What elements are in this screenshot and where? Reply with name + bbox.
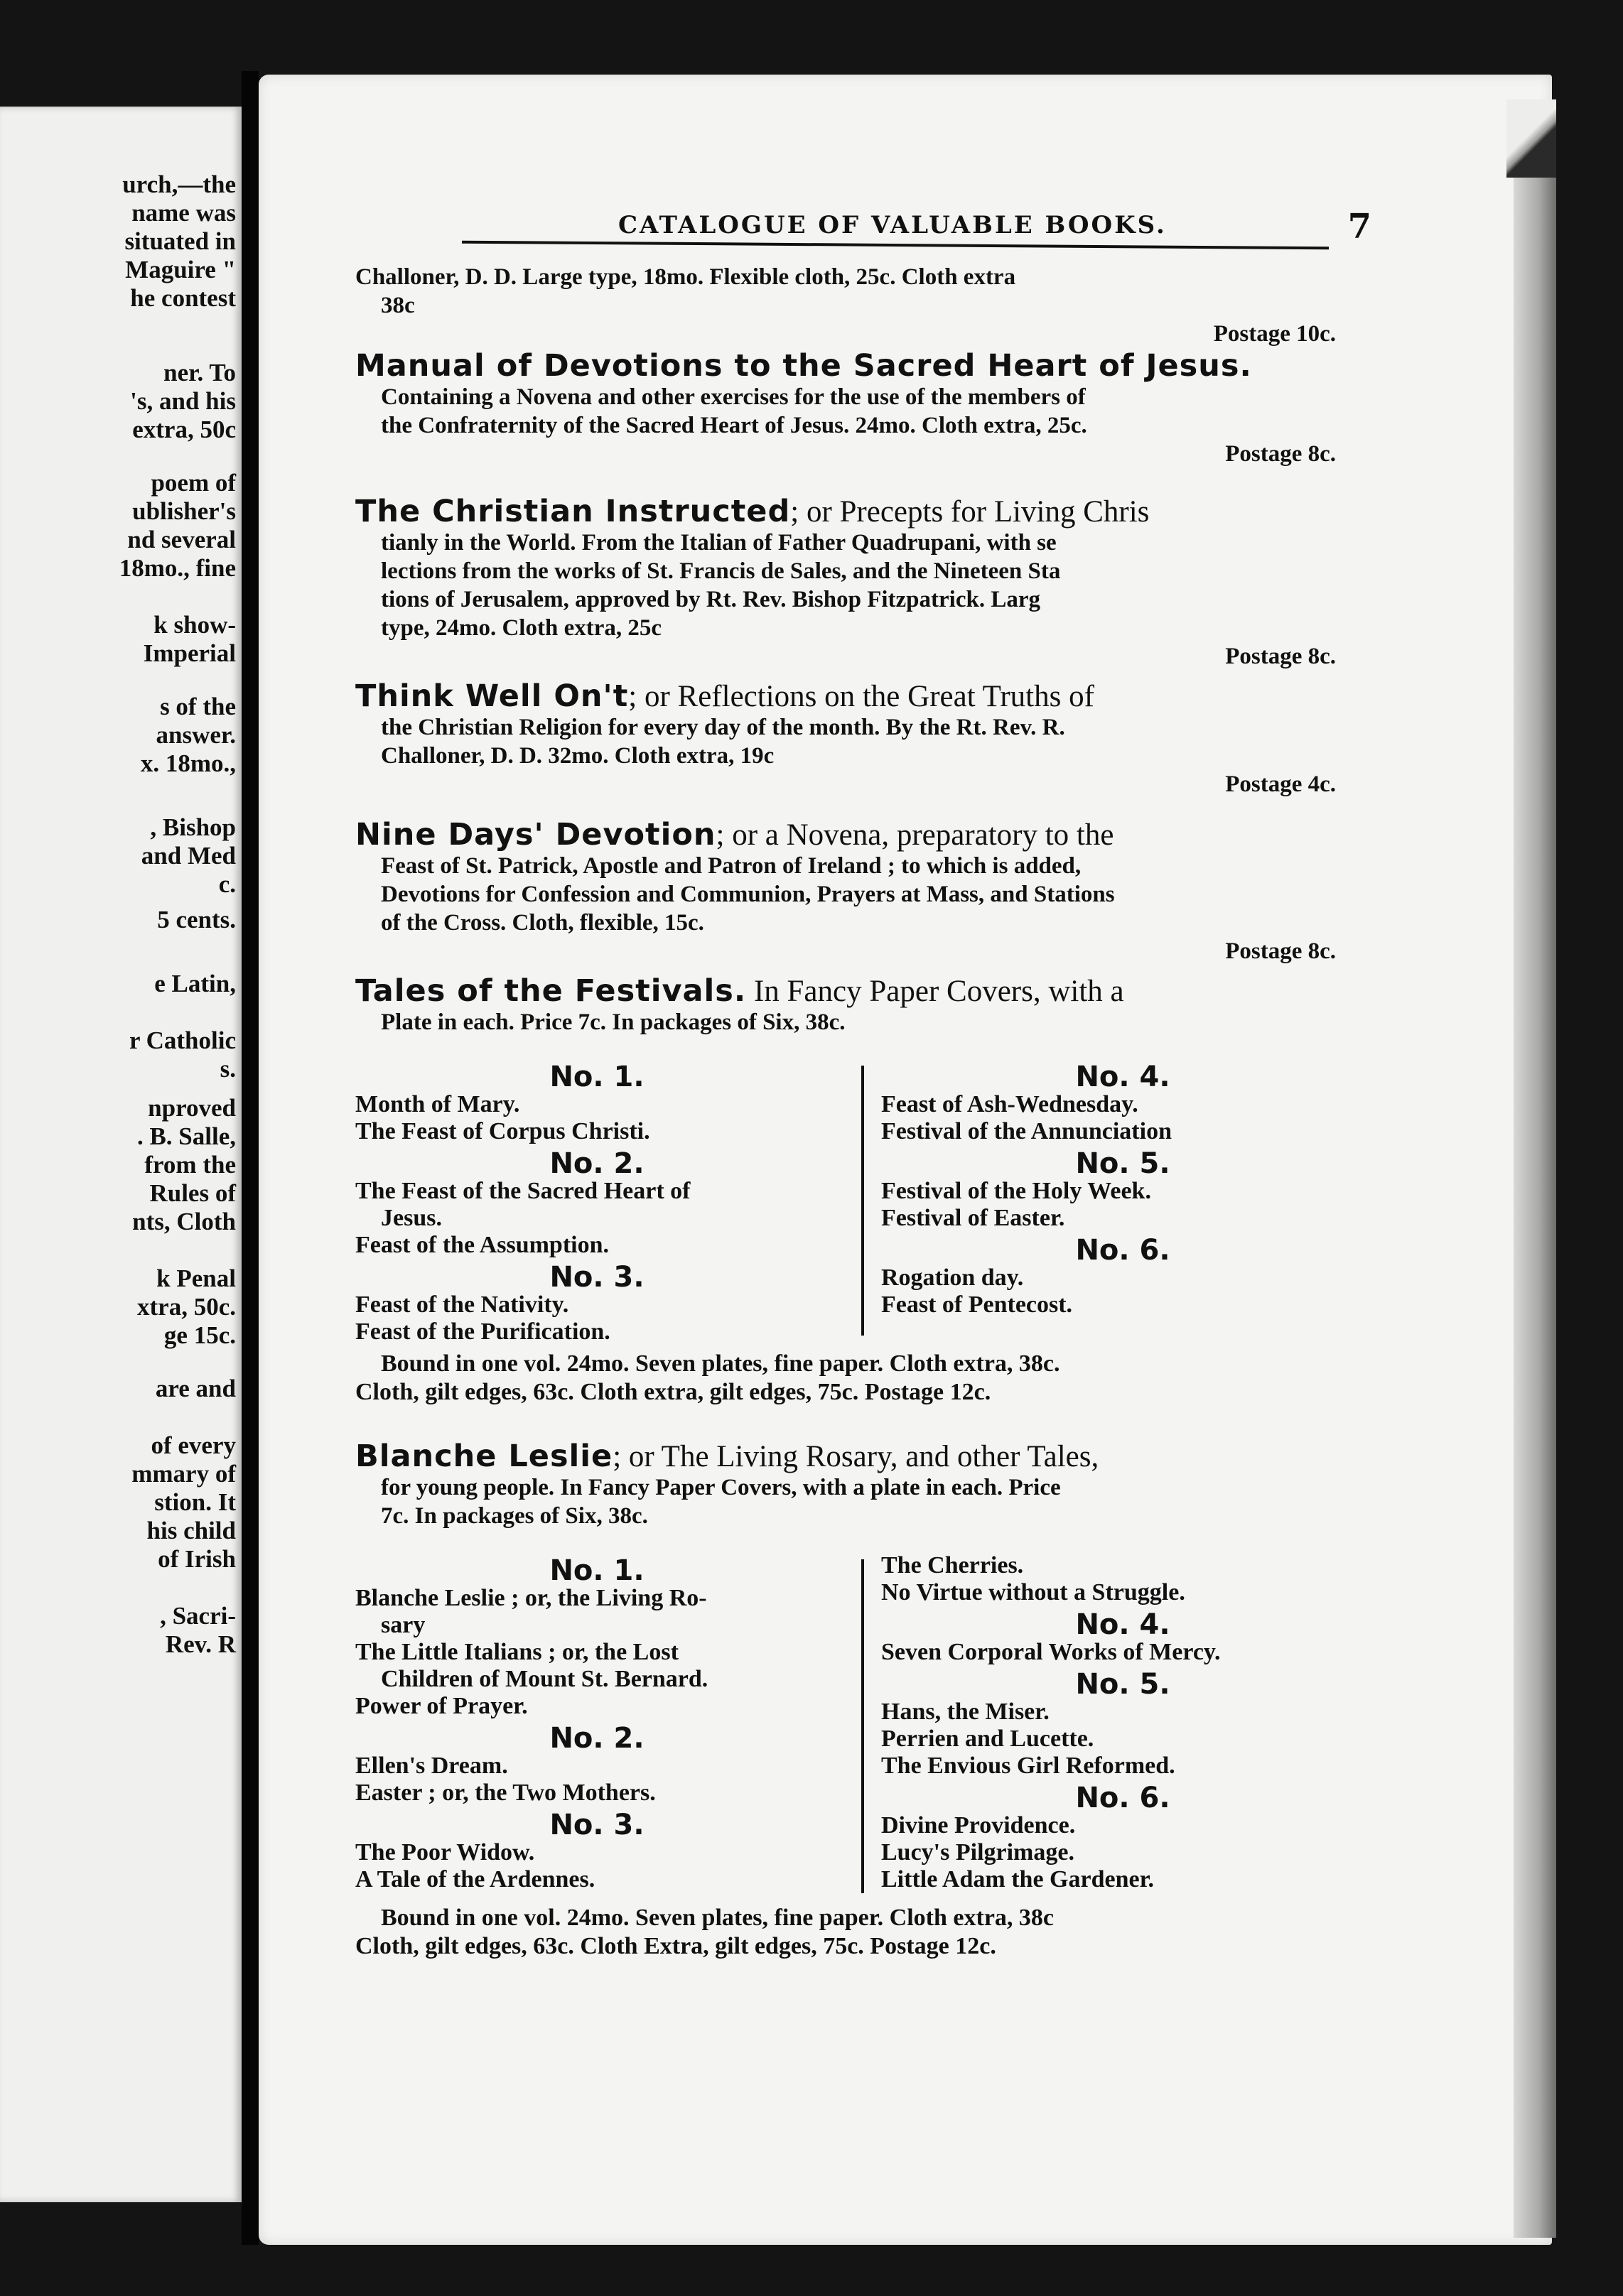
left-page-line: xtra, 50c. (137, 1293, 236, 1321)
entry-title: Nine Days' Devotion (355, 817, 716, 852)
list-item: The Feast of the Sacred Heart of (355, 1178, 691, 1204)
entry-line: the Christian Religion for every day of the month. By the Rt. Rev. R. (381, 715, 1065, 740)
entry-subtitle: ; or The Living Rosary, and other Tales, (613, 1440, 1099, 1473)
left-page-line: k Penal (156, 1265, 236, 1292)
left-page-line: s. (220, 1055, 236, 1083)
left-page-line: urch,—the (122, 170, 236, 198)
number-heading: No. 5. (1075, 1668, 1170, 1701)
entry-title: Manual of Devotions to the Sacred Heart of Jesus. (355, 348, 1252, 384)
book-gutter (242, 71, 259, 2245)
entry-line: for young people. In Fancy Paper Covers, with a plate in each. Price (381, 1475, 1061, 1500)
entry-title: Blanche Leslie (355, 1439, 613, 1474)
left-page-line: Maguire " (125, 256, 236, 283)
left-page-line: ge 15c. (163, 1321, 236, 1349)
entry-tales-of-festivals (355, 973, 1350, 1036)
tales-right-column (881, 1058, 1364, 1318)
entry-line: tianly in the World. From the Italian of Father Quadrupani, with se (381, 530, 1057, 556)
left-page-line: 18mo., fine (119, 554, 236, 582)
list-item: Seven Corporal Works of Mercy. (881, 1639, 1221, 1665)
list-item: No Virtue without a Struggle. (881, 1579, 1185, 1605)
entry-nine-days-devotion (355, 817, 1350, 965)
number-heading: No. 3. (549, 1261, 645, 1294)
left-page-line: ner. To (163, 359, 236, 386)
entry-postage: Postage 8c. (1225, 644, 1336, 669)
left-page-line: of Irish (158, 1545, 236, 1573)
entry-postage: Postage 8c. (1225, 938, 1336, 964)
number-heading: No. 2. (549, 1147, 645, 1180)
list-item: The Cherries. (881, 1552, 1024, 1578)
list-item: The Envious Girl Reformed. (881, 1753, 1175, 1779)
left-page-line: r Catholic (129, 1027, 236, 1054)
entry-heading (355, 973, 1350, 1009)
entry-line: Feast of St. Patrick, Apostle and Patron of Ireland ; to which is added, (381, 853, 1082, 879)
left-page-line: 5 cents. (157, 906, 236, 933)
header-rule (462, 241, 1329, 250)
left-page-line: . B. Salle, (136, 1122, 236, 1150)
page-number: 7 (1347, 207, 1371, 247)
left-page-line: answer. (156, 721, 236, 749)
number-heading: No. 6. (1075, 1782, 1170, 1814)
entry-line: Devotions for Confession and Communion, Prayers at Mass, and Stations (381, 882, 1115, 907)
number-heading: No. 1. (549, 1554, 645, 1587)
list-item: Lucy's Pilgrimage. (881, 1839, 1074, 1866)
left-page-line: from the (144, 1151, 236, 1179)
entry-title: The Christian Instructed (355, 494, 791, 529)
blanche-left-column (355, 1552, 839, 1893)
running-head (462, 202, 1371, 266)
list-item: Little Adam the Gardener. (881, 1866, 1155, 1892)
number-heading: No. 2. (549, 1722, 645, 1755)
left-page-line: Imperial (143, 639, 236, 667)
entry-line: tions of Jerusalem, approved by Rt. Rev. Bishop Fitzpatrick. Larg (381, 587, 1040, 612)
entry-title: Tales of the Festivals. (355, 973, 747, 1009)
list-item: Hans, the Miser. (881, 1699, 1050, 1725)
entry-line: of the Cross. Cloth, flexible, 15c. (381, 910, 704, 936)
entry-line: 38c (381, 293, 415, 318)
entry-line: Containing a Novena and other exercises for the use of the members of (381, 384, 1086, 410)
list-item: Feast of the Nativity. (355, 1292, 569, 1318)
entry-line: Challoner, D. D. Large type, 18mo. Flexible cloth, 25c. Cloth extra (355, 264, 1016, 290)
entry-subtitle: ; or Precepts for Living Chris (790, 495, 1150, 529)
left-page-line: poem of (151, 469, 236, 497)
left-page-line: name was (131, 199, 236, 227)
entry-subtitle: ; or Reflections on the Great Truths of (628, 680, 1094, 713)
list-item: Ellen's Dream. (355, 1753, 508, 1779)
entry-heading (355, 817, 1350, 852)
left-page-line: situated in (124, 227, 236, 255)
blanche-binding-note (355, 1904, 1350, 1961)
left-page-line: nd several (127, 526, 236, 553)
tales-left-column (355, 1058, 839, 1345)
list-item: Feast of Pentecost. (881, 1292, 1073, 1318)
list-item: Blanche Leslie ; or, the Living Ro- (355, 1585, 707, 1611)
list-item: Festival of the Holy Week. (881, 1178, 1151, 1204)
left-page-line: c. (218, 870, 236, 898)
binding-line: Cloth, gilt edges, 63c. Cloth Extra, gilt edges, 75c. Postage 12c. (355, 1933, 996, 1959)
left-page-line: 's, and his (130, 387, 236, 415)
number-heading: No. 6. (1075, 1234, 1170, 1267)
page-corner-fold (1506, 99, 1556, 178)
list-item: The Poor Widow. (355, 1839, 535, 1866)
entry-blanche-leslie (355, 1439, 1350, 1530)
column-divider (861, 1559, 864, 1893)
list-item: Month of Mary. (355, 1091, 520, 1117)
left-page-line: extra, 50c (132, 416, 236, 443)
number-heading: No. 1. (549, 1061, 645, 1093)
number-heading: No. 4. (1075, 1608, 1170, 1641)
number-heading: No. 3. (549, 1809, 645, 1841)
column-divider (861, 1066, 864, 1336)
left-page-line: ublisher's (132, 497, 236, 525)
number-heading: No. 4. (1075, 1061, 1170, 1093)
entry-challoner-continued (355, 263, 1350, 348)
entry-think-well-ont (355, 678, 1350, 798)
list-item: Perrien and Lucette. (881, 1726, 1094, 1752)
list-item-continued: sary (381, 1612, 426, 1638)
entry-heading (355, 678, 1350, 714)
left-page-line: his child (146, 1517, 236, 1544)
entry-manual-of-devotions (355, 348, 1350, 468)
entry-subtitle: In Fancy Paper Covers, with a (746, 975, 1124, 1008)
left-page-line: s of the (160, 693, 236, 720)
list-item: Festival of Easter. (881, 1205, 1065, 1231)
list-item: Feast of the Purification. (355, 1318, 610, 1345)
entry-line: Plate in each. Price 7c. In packages of Six, 38c. (381, 1009, 846, 1035)
tales-binding-note (355, 1350, 1350, 1407)
list-item: A Tale of the Ardennes. (355, 1866, 595, 1892)
entry-postage: Postage 10c. (1213, 321, 1336, 347)
entry-title: Think Well On't (355, 678, 629, 714)
left-page-line: stion. It (154, 1488, 236, 1516)
list-item-continued: Children of Mount St. Bernard. (381, 1666, 708, 1692)
entry-line: lections from the works of St. Francis de Sales, and the Nineteen Sta (381, 558, 1061, 584)
list-item: Easter ; or, the Two Mothers. (355, 1780, 656, 1806)
left-page-line: nts, Cloth (132, 1208, 236, 1235)
left-page-line: , Sacri- (160, 1602, 236, 1630)
running-title: CATALOGUE OF VALUABLE BOOKS. (618, 211, 1167, 239)
entry-postage: Postage 8c. (1225, 441, 1336, 467)
entry-line: the Confraternity of the Sacred Heart of Jesus. 24mo. Cloth extra, 25c. (381, 413, 1087, 438)
entry-postage: Postage 4c. (1225, 771, 1336, 797)
page-edge (1514, 99, 1556, 2238)
left-page-line: are and (155, 1375, 236, 1402)
entry-line: type, 24mo. Cloth extra, 25c (381, 615, 662, 641)
entry-subtitle: ; or a Novena, preparatory to the (716, 818, 1114, 852)
number-heading: No. 5. (1075, 1147, 1170, 1180)
left-page-line: Rev. R (165, 1630, 236, 1658)
left-page-line: e Latin, (154, 970, 236, 997)
left-page-line: and Med (141, 842, 236, 870)
entry-christian-instructed (355, 494, 1350, 671)
binding-line: Bound in one vol. 24mo. Seven plates, fine paper. Cloth extra, 38c. (381, 1350, 1060, 1377)
left-page-line: , Bishop (150, 813, 236, 841)
left-page-line: mmary of (131, 1460, 236, 1488)
blanche-right-column (881, 1552, 1364, 1893)
list-item: Feast of Ash-Wednesday. (881, 1091, 1138, 1117)
left-page-line: Rules of (149, 1179, 236, 1207)
list-item: Feast of the Assumption. (355, 1232, 610, 1258)
list-item: The Little Italians ; or, the Lost (355, 1639, 679, 1665)
left-page-line: x. 18mo., (140, 749, 236, 777)
left-page-line: k show- (153, 611, 236, 639)
left-page-line: he contest (130, 284, 236, 312)
left-page-line: of every (151, 1431, 236, 1459)
list-item: The Feast of Corpus Christi. (355, 1118, 650, 1144)
list-item: Divine Providence. (881, 1812, 1076, 1839)
entry-heading (355, 348, 1350, 384)
entry-line: 7c. In packages of Six, 38c. (381, 1503, 648, 1529)
list-item: Festival of the Annunciation (881, 1118, 1172, 1144)
left-page-line: nproved (148, 1094, 236, 1122)
binding-line: Cloth, gilt edges, 63c. Cloth extra, gilt edges, 75c. Postage 12c. (355, 1379, 991, 1405)
list-item: Power of Prayer. (355, 1693, 528, 1719)
entry-heading (355, 1439, 1350, 1474)
list-item-continued: Jesus. (381, 1205, 442, 1231)
entry-line: Challoner, D. D. 32mo. Cloth extra, 19c (381, 743, 775, 769)
binding-line: Bound in one vol. 24mo. Seven plates, fine paper. Cloth extra, 38c (381, 1905, 1055, 1931)
left-page (0, 107, 242, 2202)
list-item: Rogation day. (881, 1265, 1024, 1291)
entry-heading (355, 494, 1350, 529)
